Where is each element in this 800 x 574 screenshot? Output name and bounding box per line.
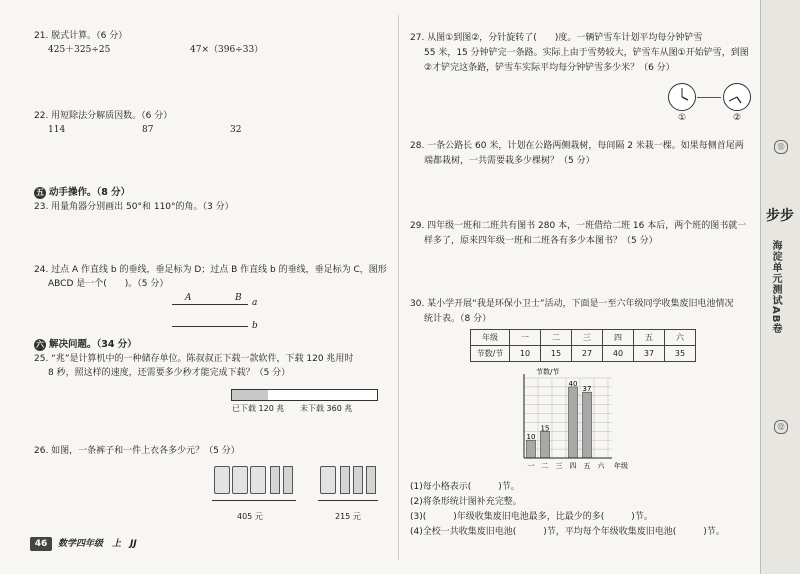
- q30-line1: 30. 某小学开展“我是环保小卫士”活动，下面是一至六年级同学收集废旧电池情况: [410, 299, 734, 309]
- side-mark: ⑪: [774, 140, 788, 154]
- table-cell: 一: [510, 330, 541, 346]
- q21-expr1: 425＋325÷25: [48, 45, 111, 55]
- jacket-icon: [214, 466, 230, 494]
- x-tick-label: 四: [569, 462, 577, 470]
- bar: [527, 440, 536, 458]
- q27-line2: 55 米，15 分钟铲完一条路。实际上由于雪势较大，铲雪车从图①开始铲雪，到图: [424, 48, 749, 58]
- q27-line1: 27. 从图①到图②，分针旋转了( )度。一辆铲雪车计划平均每分钟铲雪: [410, 33, 703, 43]
- q22-n2: 87: [142, 125, 154, 135]
- table-cell: 10: [510, 346, 541, 362]
- q24-line1: 24. 过点 A 作直线 b 的垂线，垂足标为 D；过点 B 作直线 b 的垂线，垂足标为 C，图形: [34, 265, 387, 275]
- x-tick-label: 一: [527, 462, 535, 470]
- q30-sub1: (1)每小格表示( )节。: [410, 482, 520, 492]
- y-axis-label: 节数/节: [536, 368, 560, 376]
- line-b: [172, 326, 248, 327]
- pants-icon: [340, 466, 350, 494]
- table-cell: 二: [541, 330, 572, 346]
- table-cell: 四: [603, 330, 634, 346]
- x-axis-label: 年级: [614, 462, 628, 470]
- x-tick-label: 六: [597, 462, 605, 470]
- x-tick-label: 二: [541, 462, 549, 470]
- battery-table: [470, 329, 696, 362]
- clock1-label: ①: [678, 113, 687, 123]
- q29-line2: 样多了，原来四年级一班和二班各有多少本图书？（5 分）: [424, 236, 658, 246]
- data-label: 15: [540, 424, 550, 433]
- jacket-icon: [250, 466, 266, 494]
- table-cell: 年级: [471, 330, 510, 346]
- q26-title: 26. 如图，一条裤子和一件上衣各多少元？（5 分）: [34, 446, 240, 456]
- clock-icon: [668, 83, 696, 111]
- point-a-label: A: [185, 293, 192, 303]
- table-cell: 节数/节: [471, 346, 510, 362]
- q28-line2: 端都栽树，一共需要栽多少棵树？（5 分）: [424, 156, 595, 166]
- data-label: 10: [526, 433, 536, 442]
- q24-line2: ABCD 是一个( )。（5 分）: [48, 279, 169, 289]
- table-cell: 三: [572, 330, 603, 346]
- section6-header: [34, 336, 137, 351]
- q25-line1: 25. “兆”是计算机中的一种储存单位。陈叔叔正下载一款软件，下载 120 兆用时: [34, 354, 354, 364]
- table-cell: 40: [603, 346, 634, 362]
- x-tick-label: 三: [555, 462, 563, 470]
- bar-chart: [500, 366, 680, 476]
- q30-sub3: (3)( )年级收集废旧电池最多，比最少的多( )节。: [410, 512, 653, 522]
- chart-bars: [527, 380, 592, 458]
- table-cell: 27: [572, 346, 603, 362]
- x-tick-label: 五: [583, 462, 591, 470]
- q23-title: 23. 用量角器分别画出 50°和 110°的角。（3 分）: [34, 202, 234, 212]
- q28-line1: 28. 一条公路长 60 米，计划在公路两侧栽树，每间隔 2 米栽一棵。如果每侧首尾两: [410, 141, 744, 151]
- remaining-label: 未下载 360 兆: [300, 404, 353, 413]
- price-215: 215 元: [335, 512, 361, 521]
- clock-hands: [724, 84, 750, 110]
- clock-icon: [723, 83, 751, 111]
- section6-title: 解决问题。（34 分）: [49, 339, 137, 350]
- downloaded-label: 已下载 120 兆: [232, 404, 285, 413]
- page-number: 46: [30, 537, 52, 551]
- data-label: 37: [582, 385, 592, 394]
- jacket-icon: [320, 466, 336, 494]
- line-a: [172, 304, 248, 305]
- clock-connector: [697, 97, 721, 98]
- q25-line2: 8 秒，照这样的速度，还需要多少秒才能完成下载？（5 分）: [48, 368, 291, 378]
- bar: [541, 431, 550, 458]
- section5-badge: 五: [36, 188, 44, 197]
- pants-icon: [353, 466, 363, 494]
- clock-hands: [669, 84, 695, 110]
- data-label: 40: [568, 379, 578, 388]
- point-b-label: B: [235, 293, 242, 303]
- table-cell: 五: [634, 330, 665, 346]
- pants-icon: [283, 466, 293, 494]
- q21-expr2: 47×（396÷33）: [190, 45, 264, 55]
- bar: [569, 387, 578, 458]
- footer-book: 数学四年级 上 JJ: [58, 539, 137, 549]
- table-row: [471, 346, 696, 362]
- q30-sub4: (4)全校一共收集废旧电池( )节，平均每个年级收集废旧电池( )节。: [410, 527, 725, 537]
- side-title: 海淀单元测试AB卷: [770, 240, 781, 335]
- table-cell: 15: [541, 346, 572, 362]
- table-cell: 37: [634, 346, 665, 362]
- table-cell: 35: [665, 346, 696, 362]
- bracket-line: [212, 500, 296, 501]
- section5-header: [34, 184, 130, 199]
- pants-icon: [270, 466, 280, 494]
- q22-n1: 114: [48, 125, 66, 135]
- q30-line2: 统计表。（8 分）: [424, 314, 492, 324]
- q22-title: 22. 用短除法分解质因数。（6 分）: [34, 111, 173, 121]
- side-brand: 步步: [766, 208, 794, 224]
- bracket-line: [318, 500, 378, 501]
- q21-title: 21. 脱式计算。（6 分）: [34, 31, 128, 41]
- jacket-icon: [232, 466, 248, 494]
- q29-line1: 29. 四年级一班和二班共有图书 280 本，一班借给二班 16 本后，两个班的图书就一: [410, 221, 747, 231]
- table-cell: 六: [665, 330, 696, 346]
- q30-sub2: (2)将条形统计图补充完整。: [410, 497, 522, 507]
- table-row: [471, 330, 696, 346]
- section5-title: 动手操作。（8 分）: [49, 187, 131, 198]
- download-progress-fill: [232, 390, 268, 400]
- q27-line3: ②才铲完这条路，铲雪车实际平均每分钟铲雪多少米？（6 分）: [424, 63, 675, 73]
- chart-grid: [524, 378, 612, 458]
- price-405: 405 元: [237, 512, 263, 521]
- download-progress-bar: [231, 389, 378, 401]
- side-mark: ⑫: [774, 420, 788, 434]
- q22-n3: 32: [230, 125, 242, 135]
- column-divider: [398, 15, 399, 560]
- pants-icon: [366, 466, 376, 494]
- line-a-label: a: [252, 298, 258, 308]
- bar: [583, 392, 592, 458]
- section6-badge: 六: [36, 340, 44, 349]
- line-b-label: b: [252, 321, 258, 331]
- clock2-label: ②: [733, 113, 742, 123]
